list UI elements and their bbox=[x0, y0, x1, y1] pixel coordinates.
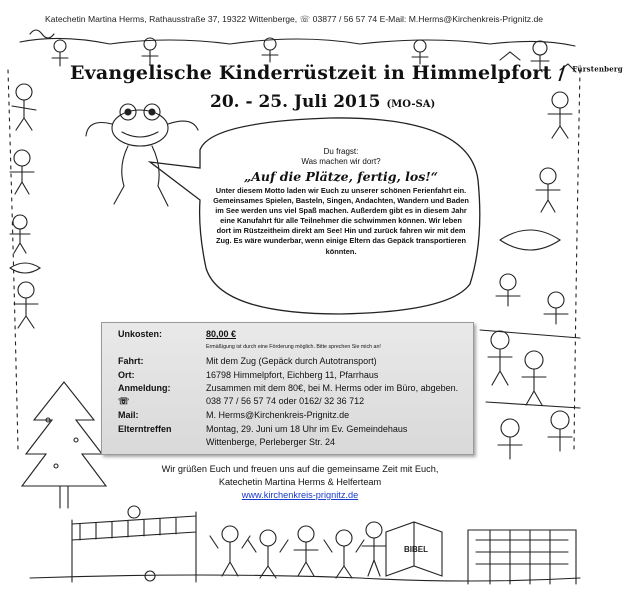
bubble-question-2: Was machen wir dort? bbox=[301, 157, 381, 166]
event-dates bbox=[210, 92, 470, 112]
contact-header: Katechetin Martina Herms, Rathausstraße 37, 19322 Wittenberge, ☏ 03877 / 56 57 74 E-Mail: M.Herms@Kirchenkreis-Prignitz.de bbox=[44, 14, 544, 24]
parents-meeting-value-1: Montag, 29. Juni um 18 Uhr im Ev. Gemeindehaus bbox=[206, 424, 408, 434]
costs-label: Unkosten: bbox=[118, 329, 163, 339]
event-title-main: Evangelische Kinderrüstzeit in Himmelpfort / bbox=[70, 62, 566, 84]
place-value: 16798 Himmelpfort, Eichberg 11, Pfarrhaus bbox=[206, 370, 379, 380]
phone-value: 038 77 / 56 57 74 oder 0162/ 32 36 712 bbox=[206, 396, 365, 406]
bubble-body: Unter diesem Motto laden wir Euch zu unserer schönen Ferienfahrt ein. Gemeinsames Spielen, Basteln, Singen, Andachten, Wandern und Baden im See werden uns viel Spaß machen. Außerdem gibt es in diesem Jahr eine Kanufahrt für alle Teilnehmer die schwimmen können. Wir leben dort im Rüstzeitheim direkt am See! Hin und zurück fahren wir mit dem Zug. Es wäre wunderbar, wenn einige Eltern das Gepäck transportieren könnten. bbox=[213, 186, 469, 256]
bottom-scene-drawing bbox=[30, 506, 580, 584]
parents-meeting-value-2: Wittenberge, Perleberger Str. 24 bbox=[206, 437, 336, 447]
speech-bubble-text bbox=[212, 147, 470, 257]
event-title bbox=[70, 62, 623, 84]
event-date-range: 20. - 25. Juli 2015 bbox=[210, 92, 381, 112]
mail-value: M. Herms@Kirchenkreis-Prignitz.de bbox=[206, 410, 350, 420]
left-border-drawing bbox=[8, 70, 40, 450]
place-label: Ort: bbox=[118, 370, 135, 380]
bible-label: BIBEL bbox=[404, 545, 428, 554]
website-link[interactable]: www.kirchenkreis-prignitz.de bbox=[241, 490, 359, 500]
event-days: (MO-SA) bbox=[386, 99, 436, 110]
mail-label: Mail: bbox=[118, 410, 139, 420]
travel-value: Mit dem Zug (Gepäck durch Autotransport) bbox=[206, 356, 377, 366]
right-border-drawing bbox=[496, 70, 580, 450]
closing-greeting bbox=[150, 463, 450, 502]
frog-drawing bbox=[86, 104, 198, 206]
right-group-drawing bbox=[480, 330, 580, 459]
costs-note: Ermäßigung ist durch eine Förderung möglich. Bitte sprechen Sie mich an! bbox=[206, 344, 381, 350]
costs-value: 80,00 € bbox=[206, 329, 237, 339]
bubble-motto: „Auf die Plätze, fertig, los!“ bbox=[244, 169, 438, 184]
phone-icon: ☏ bbox=[118, 396, 130, 406]
tree-drawing bbox=[22, 382, 106, 508]
event-title-suffix: Fürstenberg bbox=[572, 64, 623, 74]
football-goal-drawing bbox=[468, 530, 576, 584]
travel-label: Fahrt: bbox=[118, 356, 144, 366]
registration-label: Anmeldung: bbox=[118, 383, 171, 393]
closing-line-2: Katechetin Martina Herms & Helferteam bbox=[218, 477, 382, 487]
bubble-question-1: Du fragst: bbox=[323, 147, 359, 156]
closing-line-1: Wir grüßen Euch und freuen uns auf die gemeinsame Zeit mit Euch, bbox=[161, 464, 439, 474]
registration-value: Zusammen mit dem 80€, bei M. Herms oder im Büro, abgeben. bbox=[206, 383, 459, 393]
parents-meeting-label: Elterntreffen bbox=[118, 424, 172, 434]
volleyball-net-drawing bbox=[72, 512, 196, 582]
